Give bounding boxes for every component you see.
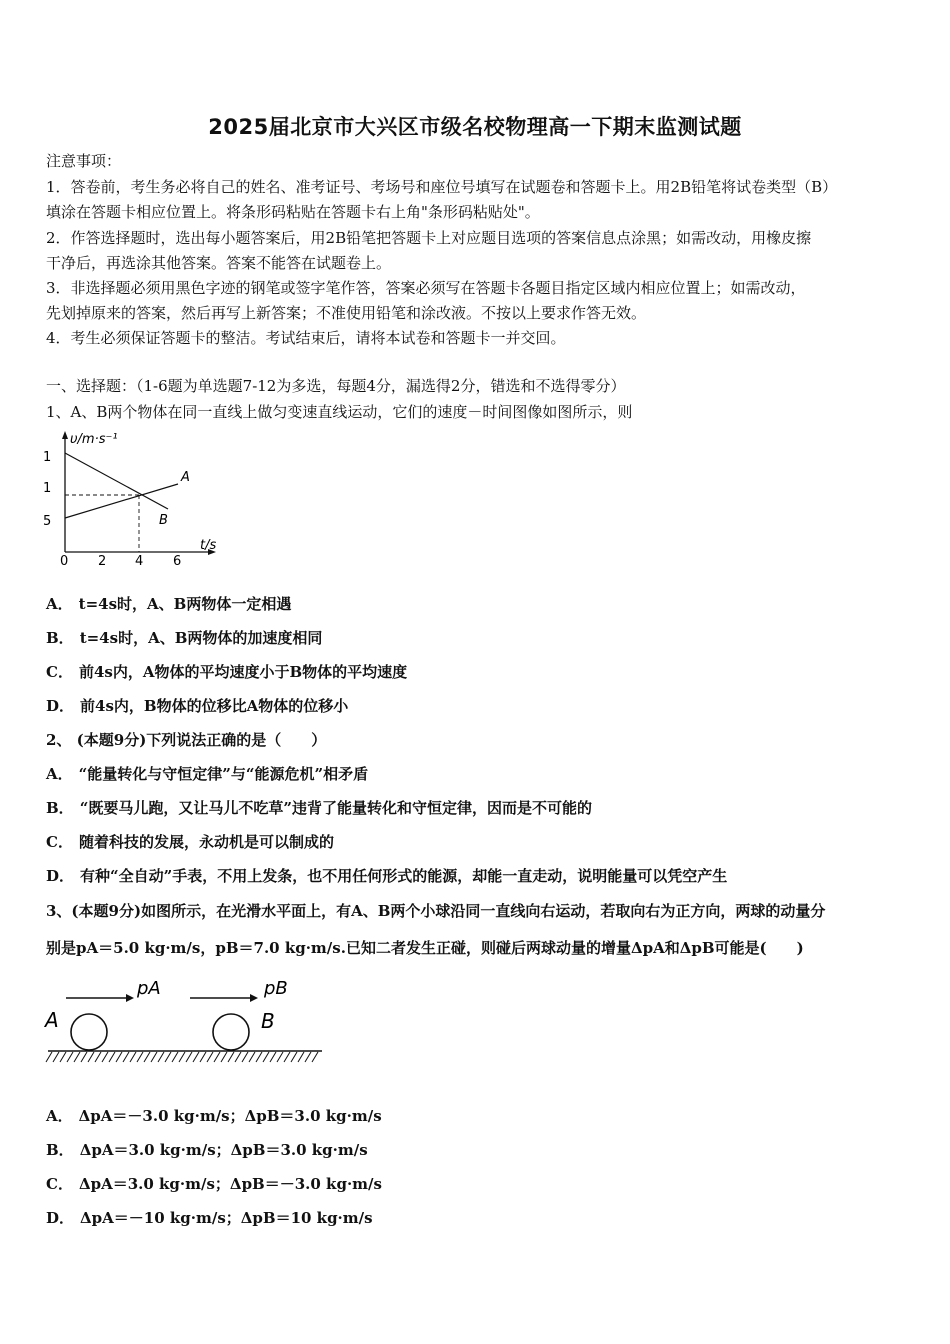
hatch-mark	[235, 1052, 241, 1062]
hatch-mark	[277, 1052, 283, 1062]
notice-heading: 注意事项：	[46, 152, 122, 170]
q1-option-c[interactable]: C． 前4s内，A物体的平均速度小于B物体的平均速度	[46, 663, 408, 681]
q1-option-d[interactable]: D． 前4s内，B物体的位移比A物体的位移小	[46, 697, 349, 715]
hatch-mark	[88, 1052, 94, 1062]
y-axis-arrow	[62, 431, 68, 439]
ball-a-label: A	[45, 1008, 59, 1032]
q3-option-c[interactable]: C． ΔpA＝3.0 kg·m/s；ΔpB＝－3.0 kg·m/s	[46, 1175, 382, 1193]
momentum-arrow-b-head	[250, 994, 258, 1002]
notice-line: 2．作答选择题时，选出每小题答案后，用2B铅笔把答题卡上对应题目选项的答案信息点涂黑；如需改动，用橡皮擦	[46, 229, 812, 247]
collision-figure	[40, 972, 330, 1072]
x-axis-label: t/s	[200, 538, 217, 553]
y-tick-label: 5	[43, 514, 52, 529]
hatch-mark	[242, 1052, 248, 1062]
hatch-mark	[305, 1052, 311, 1062]
hatch-mark	[228, 1052, 234, 1062]
hatch-mark	[74, 1052, 80, 1062]
hatch-mark	[186, 1052, 192, 1062]
hatch-mark	[81, 1052, 87, 1062]
hatch-mark	[298, 1052, 304, 1062]
hatch-mark	[179, 1052, 185, 1062]
question-1-stem: 1、A、B两个物体在同一直线上做匀变速直线运动，它们的速度－时间图像如图所示，则	[46, 403, 633, 421]
hatch-mark	[193, 1052, 199, 1062]
x-tick-label: 0	[60, 554, 69, 569]
hatch-mark	[130, 1052, 136, 1062]
hatch-mark	[109, 1052, 115, 1062]
hatch-mark	[46, 1052, 52, 1062]
q2-option-a[interactable]: A． “能量转化与守恒定律”与“能源危机”相矛盾	[46, 765, 369, 783]
hatch-mark	[291, 1052, 297, 1062]
x-tick-label: 6	[173, 554, 182, 569]
hatch-mark	[95, 1052, 101, 1062]
section-heading: 一、选择题：（1-6题为单选题7-12为多选，每题4分，漏选得2分，错选和不选得零分）	[46, 377, 626, 395]
hatch-mark	[221, 1052, 227, 1062]
ball-b	[213, 1014, 249, 1050]
x-tick-label: 4	[135, 554, 144, 569]
hatch-mark	[123, 1052, 129, 1062]
hatch-mark	[249, 1052, 255, 1062]
velocity-time-graph	[38, 428, 238, 573]
notice-line: 3．非选择题必须用黑色字迹的钢笔或签字笔作答，答案必须写在答题卡各题目指定区域内相应位置上；如需改动，	[46, 279, 806, 297]
q3-option-a[interactable]: A． ΔpA＝－3.0 kg·m/s；ΔpB＝3.0 kg·m/s	[46, 1107, 382, 1125]
hatch-mark	[151, 1052, 157, 1062]
hatch-mark	[144, 1052, 150, 1062]
notice-line: 填涂在答题卡相应位置上。将条形码粘贴在答题卡右上角"条形码粘贴处"。	[46, 203, 540, 221]
momentum-arrow-a-head	[126, 994, 134, 1002]
hatch-mark	[263, 1052, 269, 1062]
q3-option-b[interactable]: B． ΔpA＝3.0 kg·m/s；ΔpB＝3.0 kg·m/s	[46, 1141, 368, 1159]
page-title: 2025届北京市大兴区市级名校物理高一下期末监测试题	[208, 115, 742, 139]
q2-option-b[interactable]: B． “既要马儿跑，又让马儿不吃草”违背了能量转化和守恒定律，因而是不可能的	[46, 799, 592, 817]
hatch-mark	[102, 1052, 108, 1062]
notice-line: 干净后，再选涂其他答案。答案不能答在试题卷上。	[46, 254, 392, 272]
y-axis-label: υ/m·s⁻¹	[70, 432, 118, 447]
question-2-stem: 2、 (本题9分)下列说法正确的是（ ）	[46, 731, 327, 749]
hatch-mark	[312, 1052, 318, 1062]
hatch-mark	[158, 1052, 164, 1062]
hatch-mark	[270, 1052, 276, 1062]
q1-option-b[interactable]: B． t=4s时，A、B两物体的加速度相同	[46, 629, 323, 647]
hatch-mark	[67, 1052, 73, 1062]
x-tick-label: 2	[98, 554, 107, 569]
hatch-mark	[137, 1052, 143, 1062]
hatch-mark	[214, 1052, 220, 1062]
question-3-stem-line2: 别是pA＝5.0 kg·m/s，pB＝7.0 kg·m/s.已知二者发生正碰，则碰后两球动量的增量ΔpA和ΔpB可能是( )	[46, 939, 804, 957]
line-a-label: A	[181, 470, 190, 485]
notice-line: 4．考生必须保证答题卡的整洁。考试结束后，请将本试卷和答题卡一并交回。	[46, 329, 566, 347]
q2-option-c[interactable]: C． 随着科技的发展，永动机是可以制成的	[46, 833, 334, 851]
hatch-mark	[256, 1052, 262, 1062]
y-tick-label: 1	[43, 450, 52, 465]
ball-a	[71, 1014, 107, 1050]
notice-line: 先划掉原来的答案，然后再写上新答案；不准使用铅笔和涂改液。不按以上要求作答无效。	[46, 304, 647, 322]
ground-hatching	[46, 1052, 318, 1062]
hatch-mark	[200, 1052, 206, 1062]
q2-option-d[interactable]: D． 有种“全自动”手表，不用上发条，也不用任何形式的能源，却能一直走动，说明能量可以凭空产生	[46, 867, 728, 885]
hatch-mark	[172, 1052, 178, 1062]
momentum-label-b: pB	[264, 978, 288, 999]
line-b	[65, 453, 168, 509]
y-tick-label: 1	[43, 481, 52, 496]
q1-option-a[interactable]: A． t=4s时，A、B两物体一定相遇	[46, 595, 292, 613]
hatch-mark	[207, 1052, 213, 1062]
line-b-label: B	[159, 513, 168, 528]
notice-line: 1．答卷前，考生务必将自己的姓名、准考证号、考场号和座位号填写在试题卷和答题卡上。用2B铅笔将试卷类型（B）	[46, 178, 838, 196]
hatch-mark	[116, 1052, 122, 1062]
hatch-mark	[60, 1052, 66, 1062]
hatch-mark	[53, 1052, 59, 1062]
momentum-label-a: pA	[137, 978, 161, 999]
ball-b-label: B	[261, 1009, 275, 1033]
hatch-mark	[165, 1052, 171, 1062]
question-3-stem-line1: 3、(本题9分)如图所示，在光滑水平面上，有A、B两个小球沿同一直线向右运动，若取向右为正方向，两球的动量分	[46, 902, 826, 920]
q3-option-d[interactable]: D． ΔpA＝－10 kg·m/s；ΔpB＝10 kg·m/s	[46, 1209, 373, 1227]
hatch-mark	[284, 1052, 290, 1062]
